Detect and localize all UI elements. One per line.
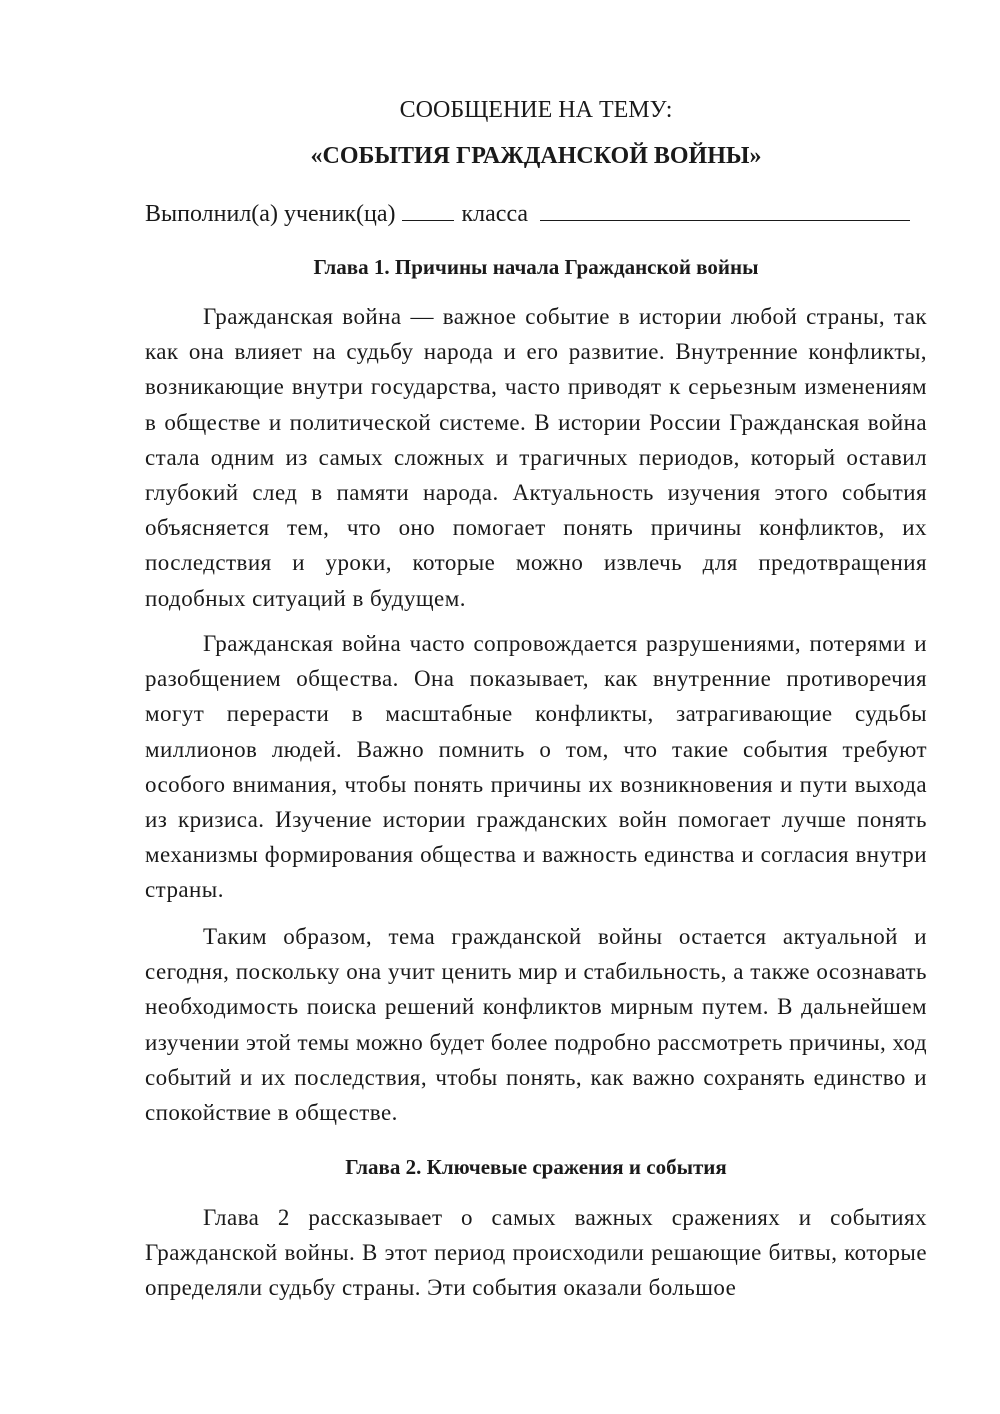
author-line [145,198,927,228]
body-paragraph: Таким образом, тема гражданской войны остается актуальной и сегодня, поскольку она учит ценить мир и стабильность, а также осознавать необходимость поиска решений конфликтов мирным путем. В дальнейшем изучении этой темы можно будет более подробно рассмотреть причины, ход событий и их последствия, чтобы понять, как важно сохранять единство и спокойствие в обществе. [145,924,927,1126]
document-title-line-1: СООБЩЕНИЕ НА ТЕМУ: [399,97,673,123]
document-title-line-2: «СОБЫТИЯ ГРАЖДАНСКОЙ ВОЙНЫ» [310,143,762,169]
chapter-heading: Глава 2. Ключевые сражения и события [345,1155,727,1179]
body-paragraph: Глава 2 рассказывает о самых важных сражениях и событиях Гражданской войны. В этот период происходили решающие битвы, которые определяли судьбу страны. Эти события оказали большое [145,1205,927,1301]
chapter-heading: Глава 1. Причины начала Гражданской войны [313,255,759,279]
author-class-label: класса [461,201,529,227]
author-prefix: Выполнил(а) ученик(ца) [145,201,396,227]
body-paragraph: Гражданская война — важное событие в истории любой страны, так как она влияет на судьбу народа и его развитие. Внутренние конфликты, возникающие внутри государства, часто приводят к серьезным изменениям в обществе и политической системе. В истории России Гражданская война стала одним из самых сложных и трагичных периодов, который оставил глубокий след в памяти народа. Актуальность изучения этого события объясняется тем, что оно помогает понять причины конфликтов, их последствия и уроки, которые можно извлечь для предотвращения подобных ситуаций в будущем. [145,304,927,611]
body-paragraph: Гражданская война часто сопровождается разрушениями, потерями и разобщением общества. Она показывает, как внутренние противоречия могут перерасти в масштабные конфликты, затрагивающие судьбы миллионов людей. Важно помнить о том, что такие события требуют особого внимания, чтобы понять причины их возникновения и пути выхода из кризиса. Изучение истории гражданских войн помогает лучше понять механизмы формирования общества и важность единства и согласия внутри страны. [145,631,927,903]
student-name-blank[interactable] [540,198,910,221]
class-number-blank[interactable] [402,198,454,221]
